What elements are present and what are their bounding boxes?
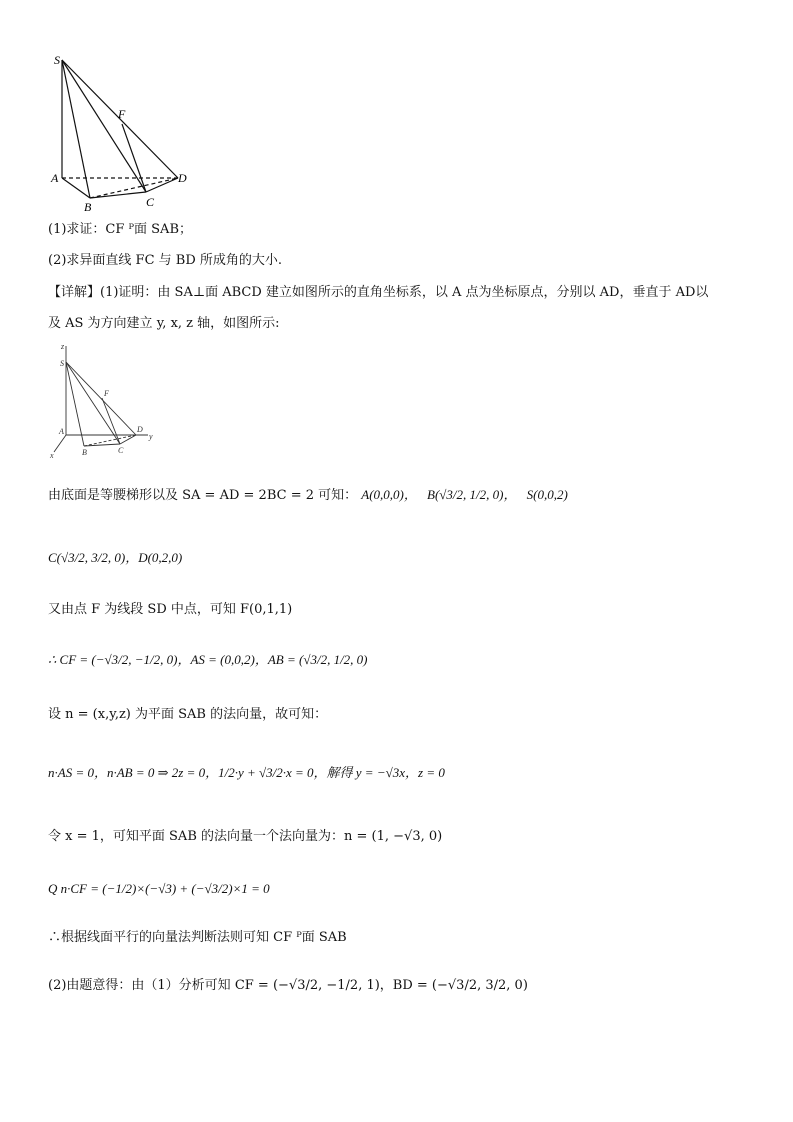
detail-line-2: 及 AS 为方向建立 y, x, z 轴，如图所示: — [48, 316, 280, 331]
label-F: F — [118, 107, 126, 121]
label-S: S — [54, 53, 60, 67]
point-S: S(0,0,2) — [526, 487, 568, 502]
label-B: B — [84, 200, 92, 214]
fig2-label-A: A — [59, 427, 64, 436]
pyramid-figure-2 — [48, 340, 178, 460]
fig2-label-F: F — [104, 389, 109, 398]
normal-definition: 设 n = (x,y,z) 为平面 SAB 的法向量，故可知： — [48, 707, 328, 722]
axis-label-y: y — [149, 432, 153, 441]
fig2-label-C: C — [118, 446, 124, 455]
axis-label-x: x — [50, 451, 54, 460]
coords-intro: 由底面是等腰梯形以及 SA = AD = 2BC = 2 可知： — [48, 488, 358, 503]
fig2-label-S: S — [60, 359, 64, 368]
label-D: D — [178, 171, 187, 185]
conclusion-line: ∴根据线面平行的向量法判断法则可知 CF ᴾ面 SAB — [48, 930, 347, 945]
vectors-line: ∴ CF = (−√3/2, −1/2, 0)，AS = (0,0,2)，AB = (√3/2, 1/2, 0) — [48, 652, 368, 667]
fig2-label-D: D — [137, 425, 143, 434]
question-2-answer: (2)由题意得：由（1）分析可知 CF = (−√3/2, −1/2, 1)，BD = (−√3/2, 3/2, 0) — [48, 978, 528, 993]
question-1: (1)求证：CF ᴾ面 SAB； — [48, 222, 193, 237]
normal-result: 令 x = 1，可知平面 SAB 的法向量一个法向量为：n = (1, −√3, 0) — [48, 829, 443, 844]
detail-line-1: 【详解】(1)证明：由 SA⊥面 ABCD 建立如图所示的直角坐标系，以 A 点为坐标原点，分别以 AD，垂直于 AD以 — [48, 285, 709, 300]
point-B: B(√3/2, 1/2, 0)， — [427, 487, 517, 502]
axis-label-z: z — [61, 342, 65, 351]
label-C: C — [146, 195, 155, 209]
coords-line-2: C(√3/2, 3/2, 0)，D(0,2,0) — [48, 550, 183, 565]
midpoint-line: 又由点 F 为线段 SD 中点，可知 F(0,1,1) — [48, 602, 293, 617]
question-2: (2)求异面直线 FC 与 BD 所成角的大小. — [48, 253, 283, 268]
point-A: A(0,0,0)， — [361, 487, 417, 502]
dot-product-line: Q n·CF = (−1/2)×(−√3) + (−√3/2)×1 = 0 — [48, 881, 270, 896]
pyramid-figure-1 — [48, 50, 198, 215]
equation-system: n·AS = 0，n·AB = 0 ⇒ 2z = 0，1/2·y + √3/2·x = 0，解得 y = −√3x，z = 0 — [48, 765, 445, 780]
fig2-label-B: B — [82, 448, 87, 457]
label-A: A — [51, 171, 59, 185]
coords-line-1 — [48, 486, 568, 505]
